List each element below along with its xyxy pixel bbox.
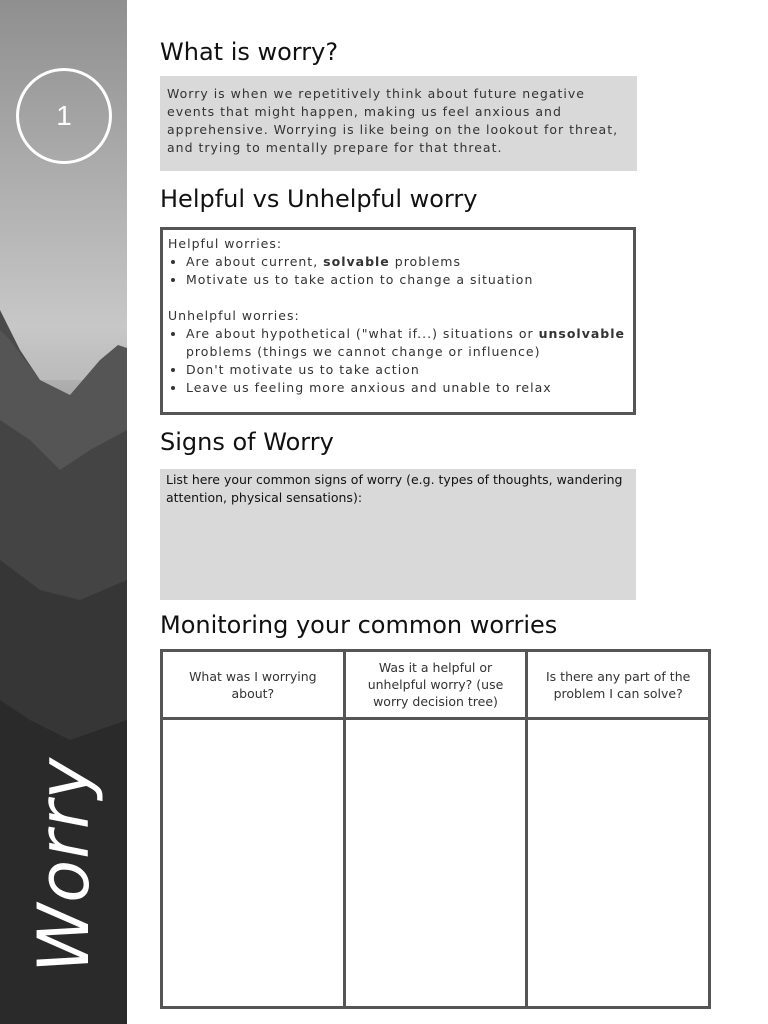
- list-item: • Are about hypothetical ("what if...) situations or unsolvable problems (things we cannot change or influence): [186, 325, 627, 361]
- list-item: • Leave us feeling more anxious and unable to relax: [186, 379, 627, 397]
- sidebar-banner: [0, 0, 127, 1024]
- helpful-label: Helpful worries:: [168, 236, 283, 251]
- step-number: 1: [56, 100, 72, 131]
- column-header-worry: What was I worrying about?: [163, 652, 343, 717]
- what-is-worry-box: Worry is when we repetitively think about future negative events that might happen, making us feel anxious and apprehensive. Worrying is like being on the lookout for threat, and trying to mentally prepare for that threat.: [160, 76, 637, 171]
- helpful-vs-unhelpful-heading: Helpful vs Unhelpful worry: [160, 185, 478, 213]
- table-cell-helpful-unhelpful[interactable]: [346, 720, 526, 1006]
- table-cell-worry[interactable]: [163, 720, 343, 1006]
- signs-of-worry-prompt: List here your common signs of worry (e.g. types of thoughts, wandering attention, physical sensations):: [166, 472, 623, 505]
- column-header-helpful-unhelpful: Was it a helpful or unhelpful worry? (use worry decision tree): [346, 652, 526, 717]
- step-number-badge: [16, 68, 112, 164]
- helpful-list: [168, 253, 627, 289]
- monitoring-heading: Monitoring your common worries: [160, 611, 558, 639]
- monitoring-table: [160, 649, 711, 1009]
- what-is-worry-heading: What is worry?: [160, 38, 339, 66]
- unhelpful-label: Unhelpful worries:: [168, 308, 300, 323]
- sidebar-title: Worry: [23, 756, 105, 974]
- table-cell-solvable[interactable]: [528, 720, 708, 1006]
- helpful-unhelpful-box: [160, 227, 636, 415]
- list-item: • Motivate us to take action to change a situation: [186, 271, 627, 289]
- signs-of-worry-input-area[interactable]: [160, 469, 636, 600]
- list-item: • Are about current, solvable problems: [186, 253, 627, 271]
- unhelpful-list: [168, 325, 627, 397]
- signs-of-worry-heading: Signs of Worry: [160, 428, 334, 456]
- list-item: • Don't motivate us to take action: [186, 361, 627, 379]
- column-header-solvable: Is there any part of the problem I can solve?: [528, 652, 708, 717]
